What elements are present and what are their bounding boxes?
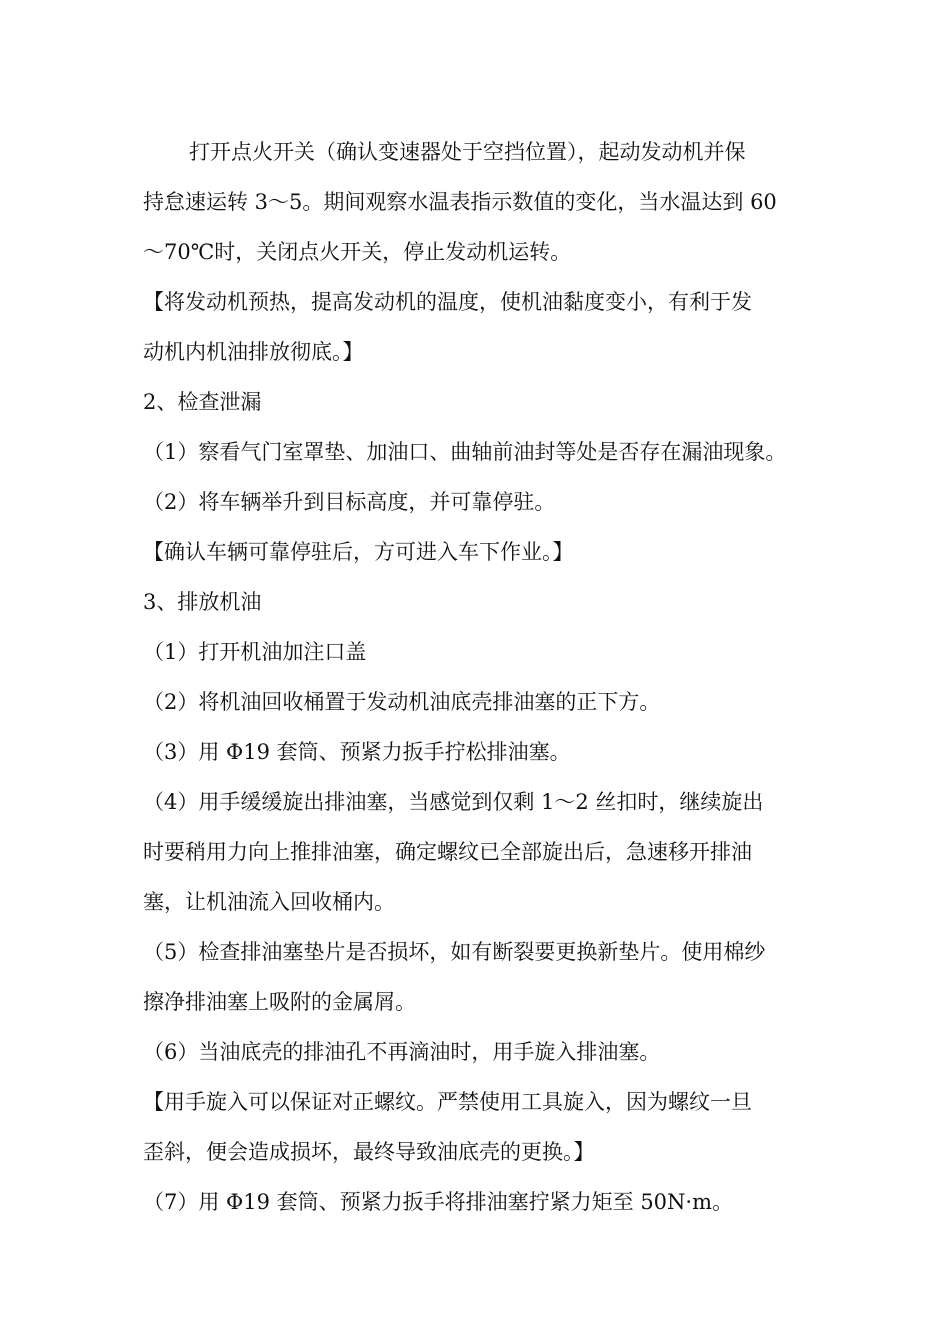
paragraph-line: 打开点火开关（确认变速器处于空挡位置），起动发动机并保 [189, 140, 746, 164]
step-line: （2）将机油回收桶置于发动机油底壳排油塞的正下方。 [143, 690, 661, 714]
section-heading: 2、检查泄漏 [143, 390, 262, 414]
paragraph-line: ～70℃时，关闭点火开关，停止发动机运转。 [143, 240, 572, 264]
note-line: 【将发动机预热，提高发动机的温度，使机油黏度变小，有利于发 [143, 290, 752, 314]
step-line: 时要稍用力向上推排油塞，确定螺纹已全部旋出后，急速移开排油 [143, 840, 752, 864]
paragraph-line: 持怠速运转 3～5。期间观察水温表指示数值的变化，当水温达到 60 [143, 190, 777, 214]
step-line: （6）当油底壳的排油孔不再滴油时，用手旋入排油塞。 [143, 1040, 661, 1064]
step-line: （2）将车辆举升到目标高度，并可靠停驻。 [143, 490, 556, 514]
step-line: （3）用 Φ19 套筒、预紧力扳手拧松排油塞。 [143, 740, 571, 764]
document-body [143, 127, 815, 1227]
step-line: 擦净排油塞上吸附的金属屑。 [143, 990, 416, 1014]
section-heading: 3、排放机油 [143, 590, 262, 614]
note-line: 歪斜，便会造成损坏，最终导致油底壳的更换。】 [143, 1140, 595, 1164]
note-line: 【用手旋入可以保证对正螺纹。严禁使用工具旋入，因为螺纹一旦 [143, 1090, 752, 1114]
note-line: 动机内机油排放彻底。】 [143, 340, 364, 364]
note-line: 【确认车辆可靠停驻后，方可进入车下作业。】 [143, 540, 574, 564]
step-line: （4）用手缓缓旋出排油塞，当感觉到仅剩 1～2 丝扣时，继续旋出 [143, 790, 764, 814]
step-line: 塞，让机油流入回收桶内。 [143, 890, 395, 914]
step-line: （1）察看气门室罩垫、加油口、曲轴前油封等处是否存在漏油现象。 [143, 440, 787, 464]
step-line: （1）打开机油加注口盖 [143, 640, 367, 664]
step-line: （5）检查排油塞垫片是否损坏，如有断裂要更换新垫片。使用棉纱 [143, 940, 766, 964]
step-line: （7）用 Φ19 套筒、预紧力扳手将排油塞拧紧力矩至 50N·m。 [143, 1190, 734, 1214]
